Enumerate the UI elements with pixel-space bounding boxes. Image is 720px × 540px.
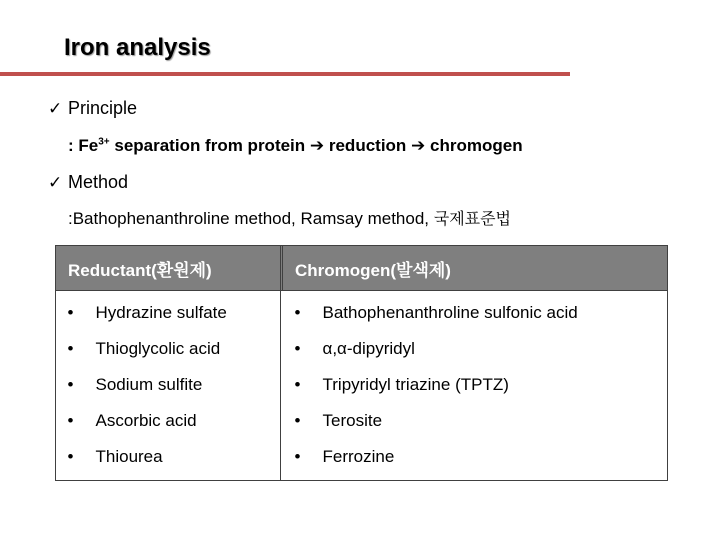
header-chromogen: Chromogen(발색제) bbox=[283, 246, 668, 291]
reductant-cell: • Thioglycolic acid bbox=[67, 339, 221, 358]
checkmark-icon: ✓ bbox=[48, 98, 63, 118]
slide-title: Iron analysis bbox=[64, 34, 211, 61]
principle-description: : $Fe^{3+}$ separation from protein ➔ reduction ➔ chromogen bbox=[68, 136, 523, 155]
method-description: :Bathophenanthroline method, Ramsay method, 국제표준법 bbox=[68, 209, 512, 228]
chromogen-cell: • Bathophenanthroline sulfonic acid bbox=[294, 303, 578, 322]
table-row bbox=[56, 439, 668, 475]
chromogen-cell: • α,α-dipyridyl bbox=[294, 339, 415, 358]
chromogen-cell: • Terosite bbox=[294, 411, 383, 430]
bullet-icon: • bbox=[67, 375, 74, 394]
korean-text: 국제표준법 bbox=[433, 209, 512, 228]
reagent-table bbox=[55, 245, 668, 475]
bullet-icon: • bbox=[67, 303, 74, 322]
reductant-cell: • Ascorbic acid bbox=[67, 411, 197, 430]
title-underline bbox=[0, 72, 570, 76]
method-label: Method bbox=[68, 172, 129, 192]
table-column-divider bbox=[280, 245, 281, 481]
table-row bbox=[56, 367, 668, 403]
bullet-icon: • bbox=[294, 447, 301, 466]
table-row bbox=[56, 331, 668, 367]
table-header-row bbox=[56, 246, 668, 291]
reductant-cell: • Thiourea bbox=[67, 447, 163, 466]
bullet-icon: • bbox=[294, 303, 301, 322]
arrow-right-icon: ➔ bbox=[411, 136, 426, 155]
principle-label: Principle bbox=[68, 98, 138, 118]
arrow-right-icon: ➔ bbox=[309, 136, 325, 155]
table-row bbox=[56, 403, 668, 439]
bullet-icon: • bbox=[294, 375, 301, 394]
header-reductant: Reductant(환원제) bbox=[56, 246, 283, 291]
principle-bullet bbox=[48, 98, 137, 119]
table-row bbox=[56, 291, 668, 332]
bullet-icon: • bbox=[294, 411, 301, 430]
checkmark-icon: ✓ bbox=[48, 172, 63, 192]
reductant-cell: • Sodium sulfite bbox=[67, 375, 203, 394]
chromogen-cell: • Tripyridyl triazine (TPTZ) bbox=[294, 375, 509, 394]
bullet-icon: • bbox=[67, 339, 74, 358]
bullet-icon: • bbox=[67, 447, 74, 466]
chromogen-cell: • Ferrozine bbox=[294, 447, 395, 466]
bullet-icon: • bbox=[67, 411, 74, 430]
method-bullet bbox=[48, 172, 128, 193]
bullet-icon: • bbox=[294, 339, 301, 358]
reductant-cell: • Hydrazine sulfate bbox=[67, 303, 227, 322]
